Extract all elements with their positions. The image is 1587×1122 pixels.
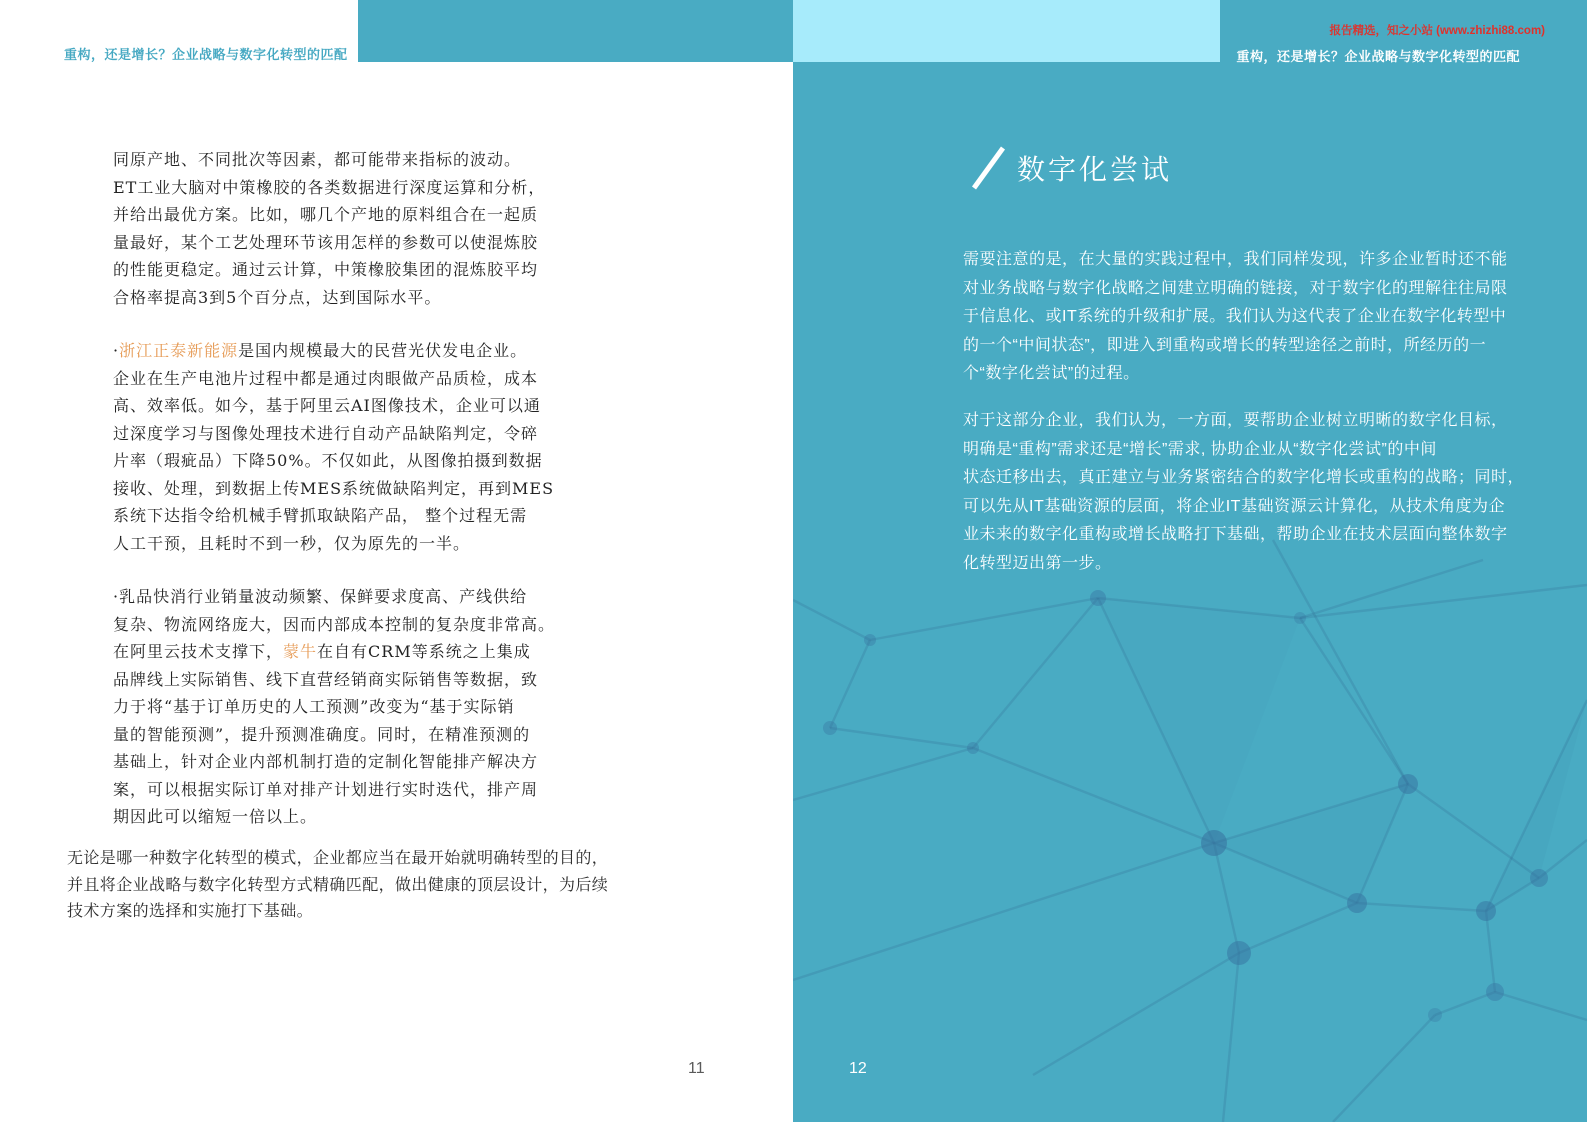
case-paragraph-mengniu	[113, 583, 555, 831]
right-running-header: 重构，还是增长？企业战略与数字化转型的匹配	[1236, 49, 1520, 64]
text-line: 企业在生产电池片过程中都是通过肉眼做产品质检，成本	[113, 368, 539, 388]
text-line: 高、效率低。如今，基于阿里云AI图像技术，企业可以通	[113, 396, 541, 415]
text-line: ·乳品快消行业销量波动频繁、保鲜要求度高、产线供给	[113, 587, 528, 606]
text-line: 同原产地、不同批次等因素，都可能带来指标的波动。	[113, 150, 522, 169]
left-page	[0, 0, 793, 1122]
conclusion-paragraph	[67, 846, 608, 926]
top-lightblue-bar	[793, 0, 1220, 62]
text-line: 人工干预，且耗时不到一秒，仅为原先的一半。	[113, 533, 471, 553]
company-highlight: 蒙牛	[283, 642, 318, 661]
text-line: 状态迁移出去，真正建立与业务紧密结合的数字化增长或重构的战略；同时，	[963, 469, 1525, 486]
text-line: 个“数字化尝试”的过程。	[963, 365, 1140, 382]
page-number-left: 11	[688, 1060, 705, 1077]
text-line: 在阿里云技术支撑下，蒙牛在自有CRM等系统之上集成	[113, 642, 531, 661]
text-line: 需要注意的是，在大量的实践过程中，我们同样发现，许多企业暂时还不能	[963, 251, 1508, 268]
text-line: 案，可以根据实际订单对排产计划进行实时迭代，排产周	[113, 779, 539, 799]
text-line: ·浙江正泰新能源是国内规模最大的民营光伏发电企业。	[113, 341, 528, 360]
text-line: 复杂、物流网络庞大，因而内部成本控制的复杂度非常高。	[113, 614, 556, 634]
top-accent-bar	[358, 0, 793, 62]
body-paragraph-1	[963, 246, 1508, 389]
text-line: 品牌线上实际销售、线下直营经销商实际销售等数据，致	[113, 669, 539, 689]
company-highlight: 浙江正泰新能源	[119, 341, 239, 360]
text-line: 明确是“重构”需求还是“增长”需求, 协助企业从“数字化尝试”的中间	[963, 440, 1437, 458]
left-running-header: 重构，还是增长？企业战略与数字化转型的匹配	[64, 47, 348, 62]
case-study-column	[113, 146, 555, 857]
text-line: 接收、处理，到数据上传MES系统做缺陷判定，再到MES	[113, 478, 555, 498]
text-line: ET工业大脑对中策橡胶的各类数据进行深度运算和分析，	[113, 177, 546, 197]
section-title: 数字化尝试	[1017, 154, 1173, 185]
text-line: 力于将“基于订单历史的人工预测”改变为“基于实际销	[113, 697, 515, 716]
text-line: 化转型迈出第一步。	[963, 554, 1112, 572]
text-line: 的一个“中间状态”，即进入到重构或增长的转型途径之前时，所经历的一	[963, 336, 1487, 354]
text-line: 业未来的数字化重构或增长战略打下基础，帮助企业在技术层面向整体数字	[963, 526, 1508, 543]
text-line: 合格率提高3到5个百分点，达到国际水平。	[113, 287, 442, 307]
right-page	[793, 0, 1587, 1122]
case-paragraph-chint	[113, 337, 555, 557]
text-line: 并给出最优方案。比如，哪几个产地的原料组合在一起质	[113, 205, 539, 224]
text-line: 系统下达指令给机械手臂抓取缺陷产品， 整个过程无需	[113, 506, 528, 525]
text-line: 期因此可以缩短一倍以上。	[113, 807, 318, 826]
text-line: 对于这部分企业，我们认为，一方面，要帮助企业树立明晰的数字化目标，	[963, 412, 1508, 429]
body-paragraph-2	[963, 407, 1524, 578]
text-line: 可以先从IT基础资源的层面，将企业IT基础资源云计算化，从技术角度为企	[963, 497, 1505, 515]
text-line: 无论是哪一种数字化转型的模式，企业都应当在最开始就明确转型的目的，	[67, 850, 609, 867]
text-line: 并且将企业战略与数字化转型方式精确匹配，做出健康的顶层设计，为后续	[67, 876, 609, 894]
watermark-text: 报告精选，知之小站 (www.zhizhi88.com)	[1329, 25, 1545, 37]
text-line: 片率（瑕疵品）下降50%。不仅如此，从图像拍摄到数据	[113, 451, 543, 470]
text-line: 对业务战略与数字化战略之间建立明确的链接，对于数字化的理解往往局限	[963, 279, 1508, 297]
text-line: 量的智能预测”，提升预测准确度。同时，在精准预测的	[113, 724, 531, 744]
text-line: 技术方案的选择和实施打下基础。	[67, 903, 314, 920]
text-line: 过深度学习与图像处理技术进行自动产品缺陷判定，令碎	[113, 423, 539, 443]
text-line: 量最好，某个工艺处理环节该用怎样的参数可以使混炼胶	[113, 232, 539, 252]
text-line: 基础上，针对企业内部机制打造的定制化智能排产解决方	[113, 752, 539, 771]
page-number-right: 12	[849, 1060, 867, 1077]
slash-icon	[967, 144, 1009, 192]
case-paragraph-zhongce	[113, 146, 555, 311]
text-line: 的性能更稳定。通过云计算，中策橡胶集团的混炼胶平均	[113, 260, 539, 279]
text-line: 于信息化、或IT系统的升级和扩展。我们认为这代表了企业在数字化转型中	[963, 308, 1507, 325]
